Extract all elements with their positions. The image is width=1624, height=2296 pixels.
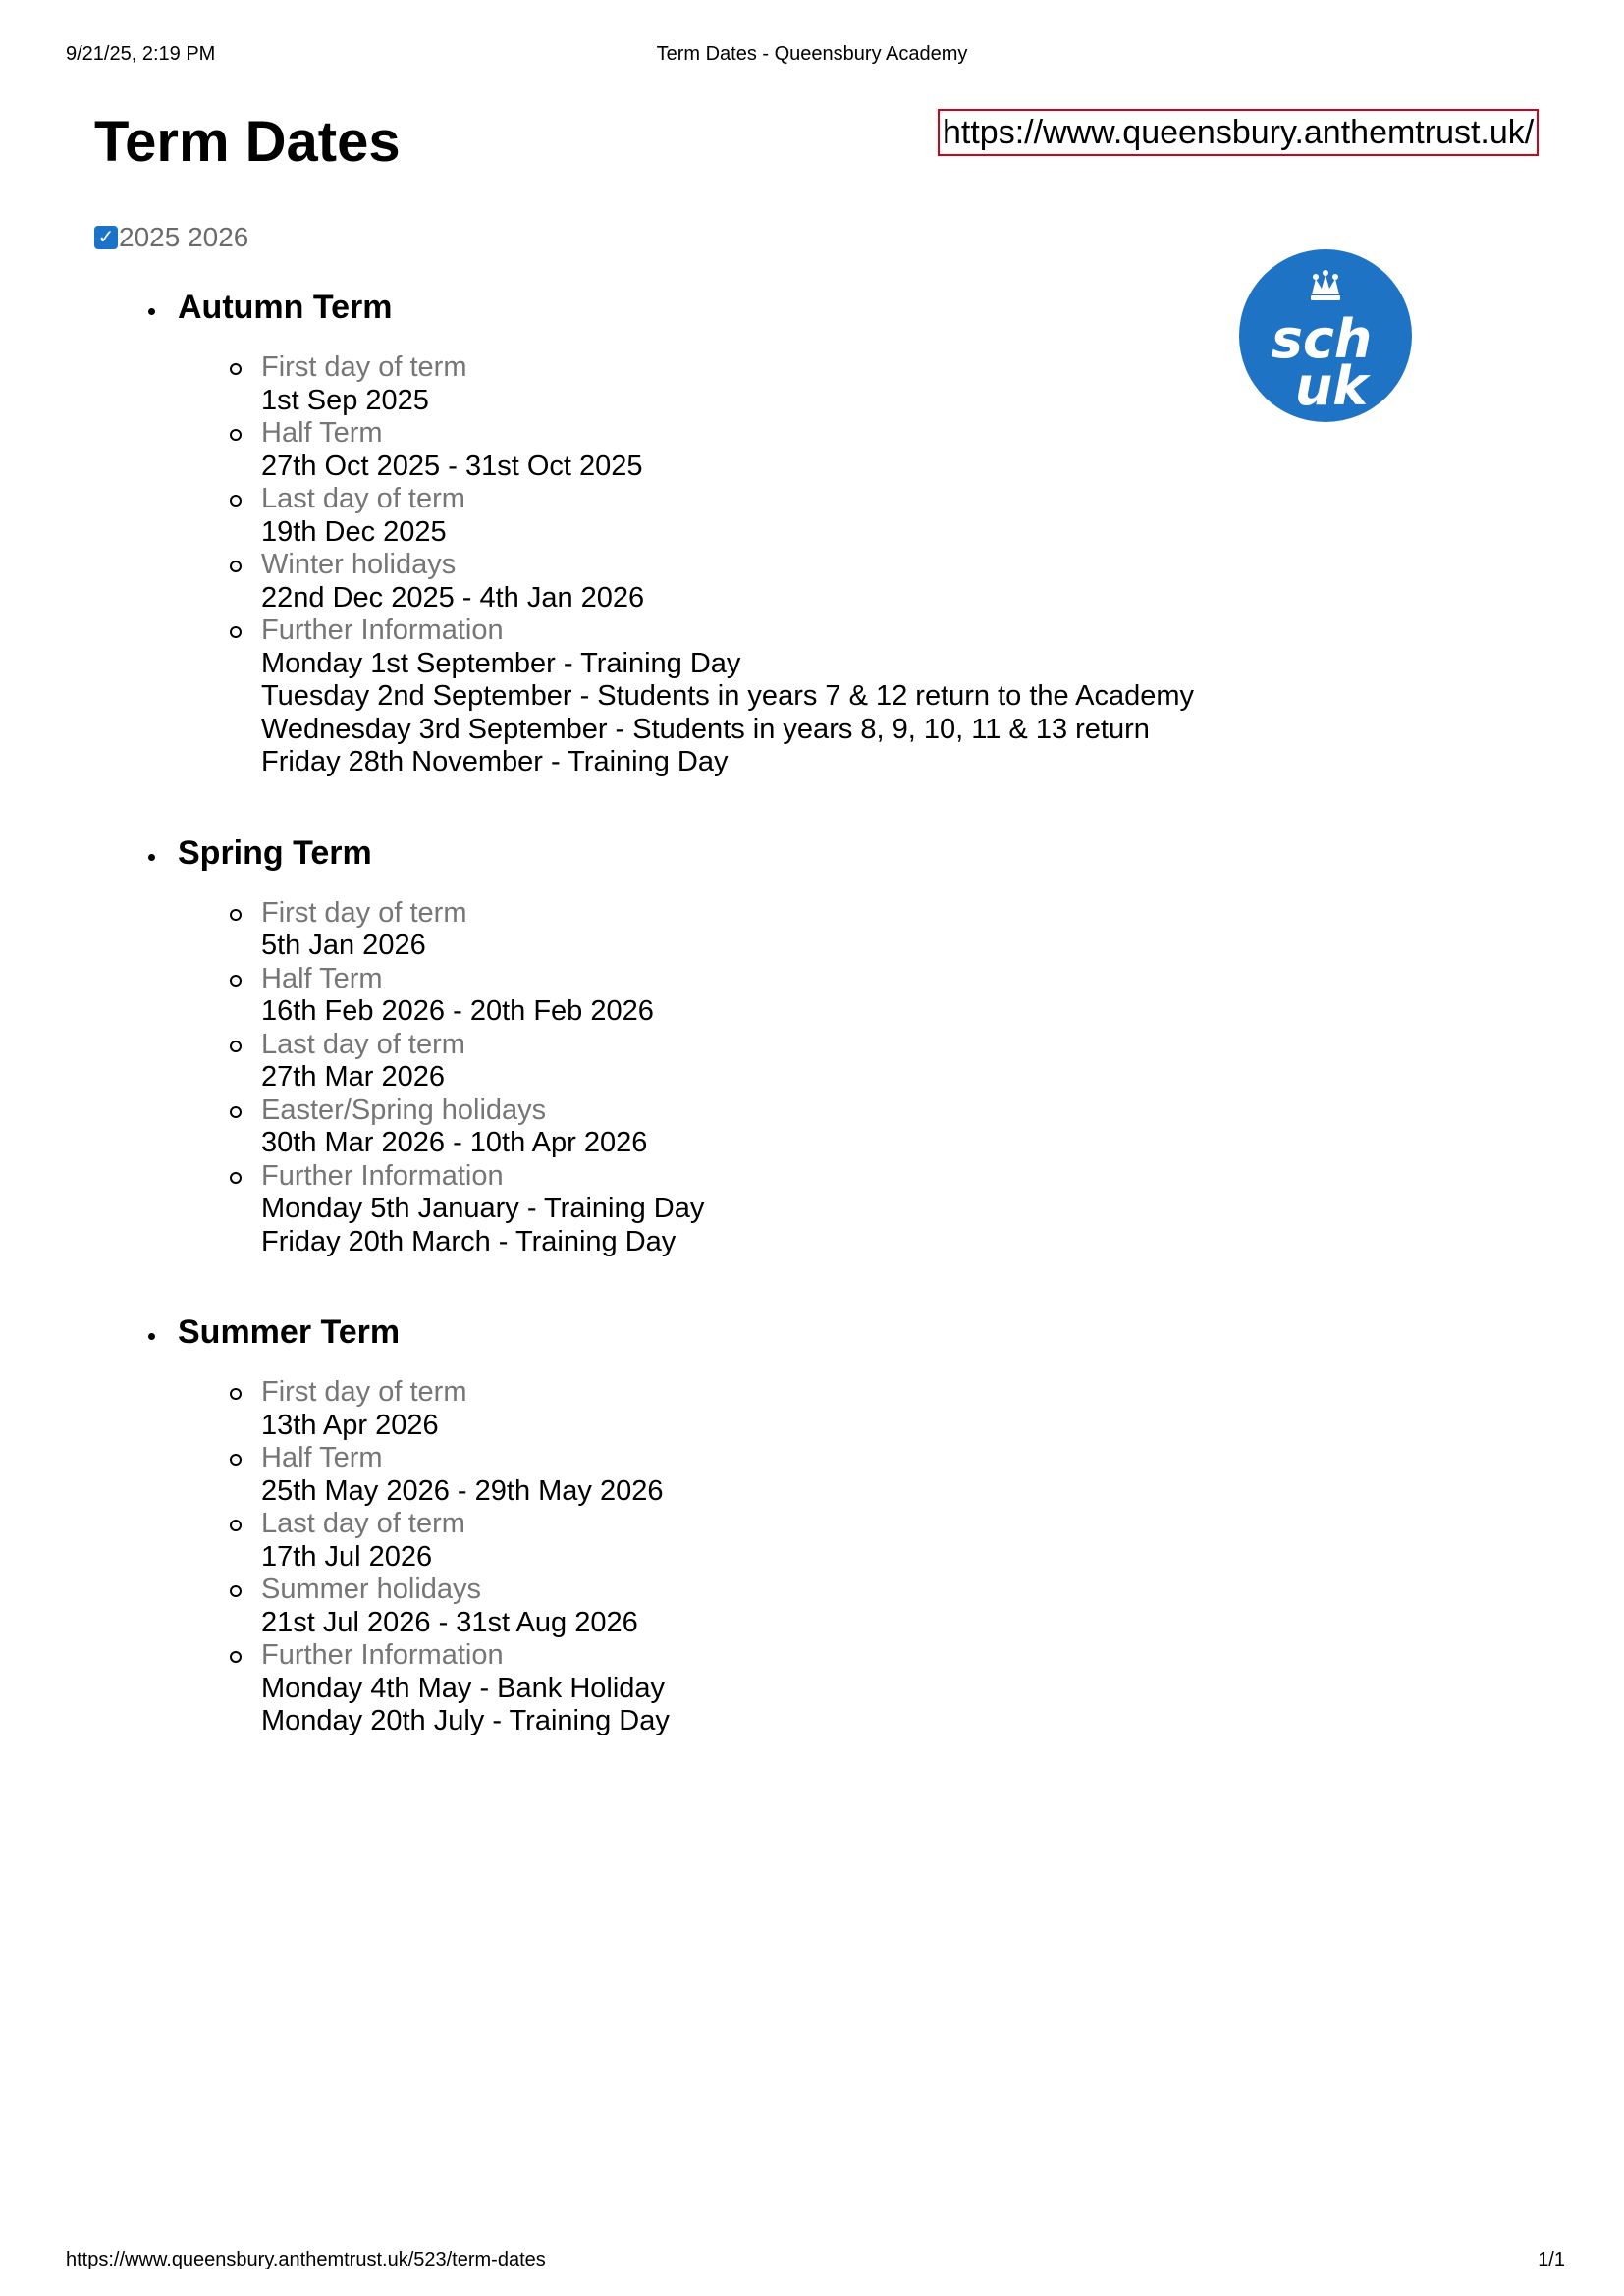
term-list xyxy=(142,283,1272,1788)
year-selector[interactable] xyxy=(94,222,248,253)
bullet-circle-icon xyxy=(230,429,242,441)
further-information-label: Further Information xyxy=(261,614,504,646)
further-information-line: Wednesday 3rd September - Students in years 8, 9, 10, 11 & 13 return xyxy=(261,713,1150,745)
term-section xyxy=(142,1308,1272,1738)
crown-icon xyxy=(1311,270,1340,300)
item-label: Easter/Spring holidays xyxy=(261,1094,547,1126)
further-information-line: Monday 20th July - Training Day xyxy=(261,1705,670,1736)
page-title: Term Dates xyxy=(94,110,401,174)
print-footer-url: https://www.queensbury.anthemtrust.uk/523/term-dates xyxy=(66,2249,546,2270)
further-information-item xyxy=(261,614,1272,779)
bullet-circle-icon xyxy=(230,561,242,572)
item-value: 25th May 2026 - 29th May 2026 xyxy=(261,1474,664,1507)
further-information-item xyxy=(261,1160,1272,1259)
bullet-disc-icon xyxy=(148,854,155,861)
item-value: 27th Mar 2026 xyxy=(261,1061,446,1093)
year-label: 2025 2026 xyxy=(119,222,249,252)
item-value: 13th Apr 2026 xyxy=(261,1409,439,1441)
item-label: Last day of term xyxy=(261,1508,465,1539)
term-section xyxy=(142,828,1272,1259)
term-item xyxy=(261,963,1272,1029)
term-item xyxy=(261,897,1272,963)
bullet-circle-icon xyxy=(230,1585,242,1597)
further-information-label: Further Information xyxy=(261,1159,504,1192)
item-value: 1st Sep 2025 xyxy=(261,384,429,416)
further-information-line: Tuesday 2nd September - Students in years 7 & 12 return to the Academy xyxy=(261,680,1195,712)
bullet-disc-icon xyxy=(148,1333,155,1340)
item-value: 17th Jul 2026 xyxy=(261,1540,433,1573)
print-datetime: 9/21/25, 2:19 PM xyxy=(66,43,216,65)
bullet-circle-icon xyxy=(230,1388,242,1400)
term-heading: Spring Term xyxy=(178,833,372,872)
bullet-circle-icon xyxy=(230,975,242,987)
item-label: First day of term xyxy=(261,351,467,383)
term-items xyxy=(178,351,1272,779)
term-section xyxy=(142,283,1272,779)
term-items xyxy=(178,897,1272,1259)
item-label: Half Term xyxy=(261,962,383,994)
term-item xyxy=(261,1574,1272,1639)
bullet-circle-icon xyxy=(230,909,242,921)
item-label: Winter holidays xyxy=(261,549,457,580)
bullet-circle-icon xyxy=(230,1172,242,1184)
print-page-number: 1/1 xyxy=(1538,2249,1565,2270)
item-value: 16th Feb 2026 - 20th Feb 2026 xyxy=(261,995,654,1027)
term-item xyxy=(261,549,1272,614)
term-items xyxy=(178,1376,1272,1738)
item-label: Half Term xyxy=(261,417,383,449)
further-information-line: Monday 1st September - Training Day xyxy=(261,647,741,679)
item-value: 19th Dec 2025 xyxy=(261,515,447,548)
item-value: 27th Oct 2025 - 31st Oct 2025 xyxy=(261,450,643,482)
item-label: Last day of term xyxy=(261,483,465,514)
item-value: 30th Mar 2026 - 10th Apr 2026 xyxy=(261,1127,648,1158)
term-item xyxy=(261,351,1272,417)
bullet-circle-icon xyxy=(230,1041,242,1052)
bullet-circle-icon xyxy=(230,1520,242,1531)
item-label: Last day of term xyxy=(261,1028,465,1060)
item-label: Summer holidays xyxy=(261,1574,482,1605)
further-information-line: Monday 4th May - Bank Holiday xyxy=(261,1672,666,1704)
item-value: 21st Jul 2026 - 31st Aug 2026 xyxy=(261,1606,638,1638)
logo-text: sch uk xyxy=(1271,308,1373,417)
item-label: First day of term xyxy=(261,1376,467,1408)
bullet-circle-icon xyxy=(230,363,242,375)
bullet-circle-icon xyxy=(230,626,242,638)
bullet-circle-icon xyxy=(230,495,242,507)
bullet-circle-icon xyxy=(230,1106,242,1118)
item-value: 5th Jan 2026 xyxy=(261,930,426,961)
term-item xyxy=(261,1442,1272,1508)
item-value: 22nd Dec 2025 - 4th Jan 2026 xyxy=(261,581,645,614)
checkbox-checked-icon[interactable]: ✓ xyxy=(94,226,118,249)
print-page-title: Term Dates - Queensbury Academy xyxy=(656,43,968,65)
term-item xyxy=(261,1508,1272,1574)
bullet-circle-icon xyxy=(230,1454,242,1466)
term-item xyxy=(261,483,1272,549)
term-heading: Summer Term xyxy=(178,1313,401,1351)
further-information-line: Friday 20th March - Training Day xyxy=(261,1225,677,1257)
site-url-link[interactable]: https://www.queensbury.anthemtrust.uk/ xyxy=(938,109,1539,156)
further-information-label: Further Information xyxy=(261,1639,504,1671)
item-label: First day of term xyxy=(261,896,467,929)
item-label: Half Term xyxy=(261,1442,383,1473)
bullet-disc-icon xyxy=(148,308,155,315)
term-item xyxy=(261,417,1272,483)
further-information-item xyxy=(261,1639,1272,1738)
bullet-circle-icon xyxy=(230,1651,242,1663)
term-item xyxy=(261,1095,1272,1160)
term-item xyxy=(261,1376,1272,1442)
term-item xyxy=(261,1029,1272,1095)
further-information-line: Friday 28th November - Training Day xyxy=(261,746,729,777)
term-heading: Autumn Term xyxy=(178,289,393,326)
further-information-line: Monday 5th January - Training Day xyxy=(261,1193,705,1224)
